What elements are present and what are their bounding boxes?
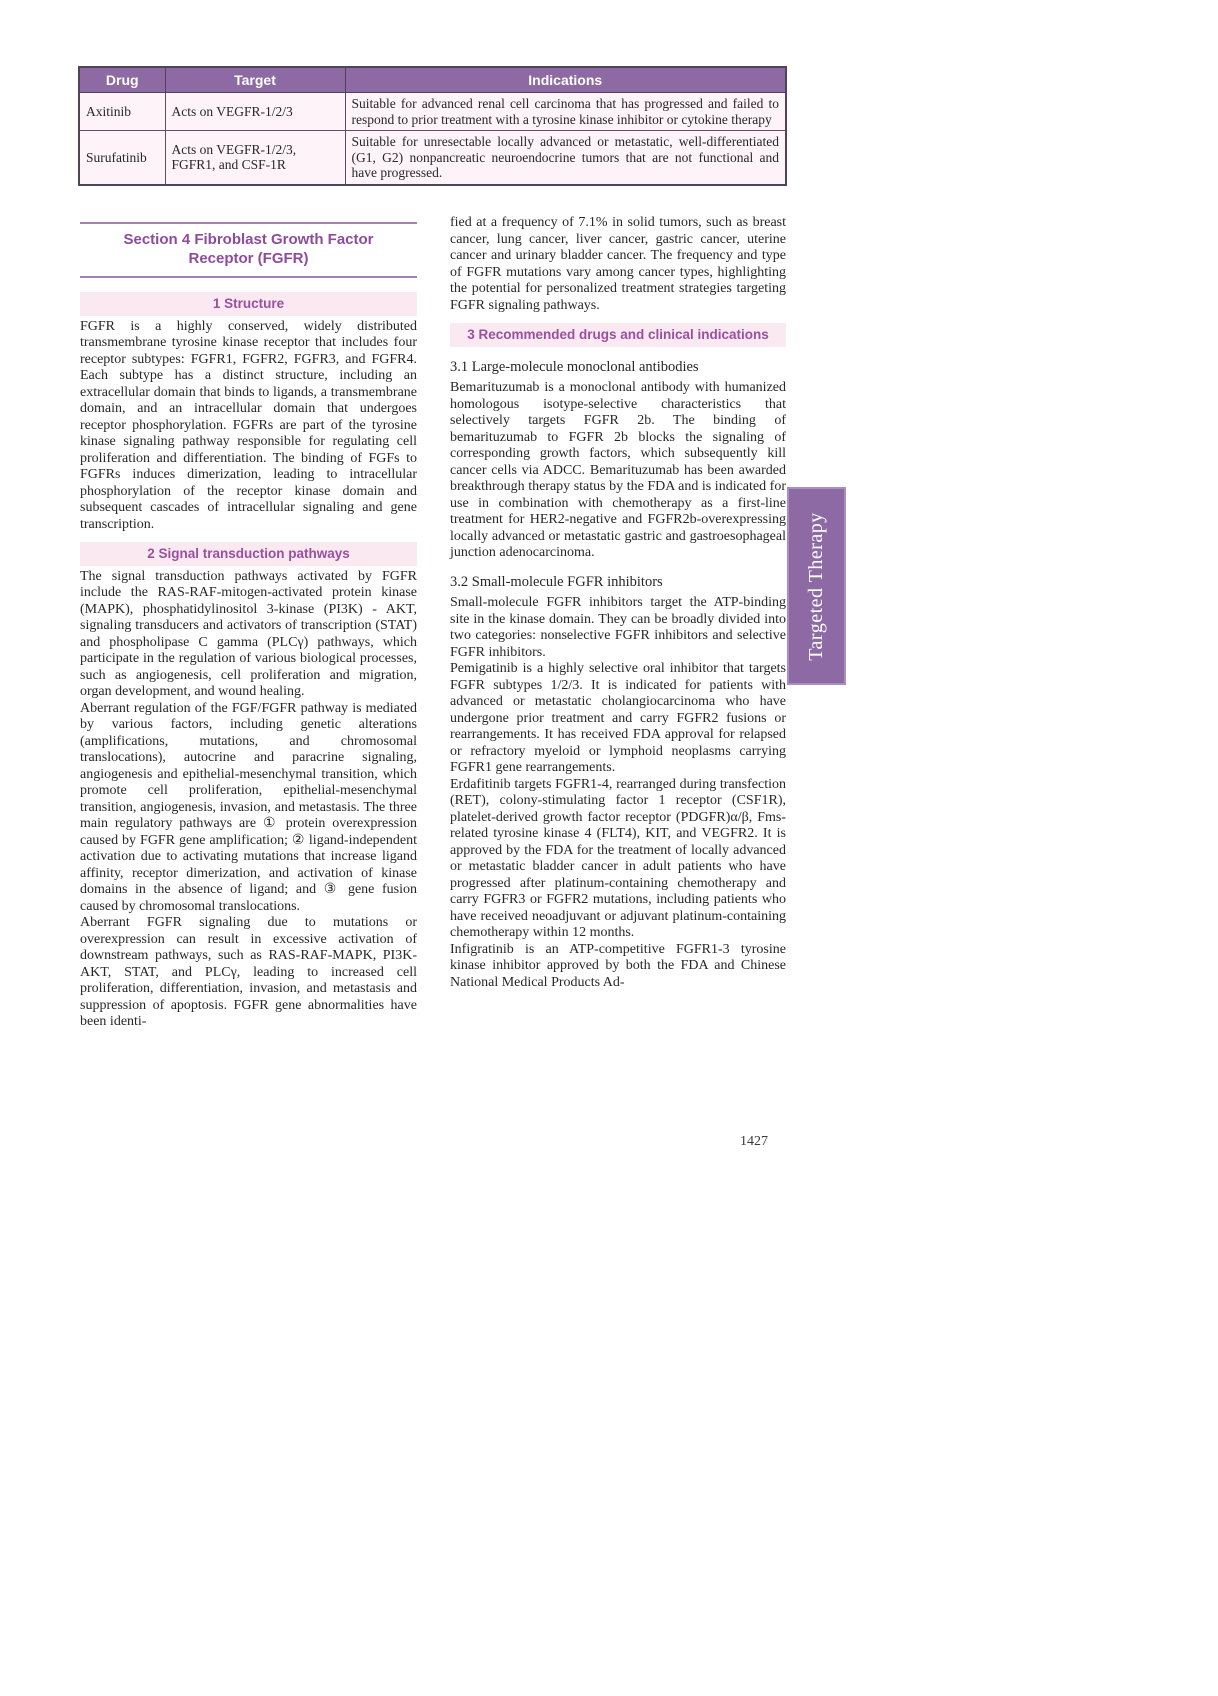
paragraph-aberrant-signaling: Aberrant FGFR signaling due to mutations or overexpression can result in excessive activation of downstream pathways, such as RAS-RAF-MAPK, PI3K-AKT, STAT, and PLCγ, leading to increased cell proliferation, differentiation, invasion, and metastasis and suppression of apoptosis. FGFR gene abnormalities have been identi- <box>80 915 417 1029</box>
targeted-therapy-tab-label: Targeted Therapy <box>805 511 828 661</box>
paragraph-signal-pathways: The signal transduction pathways activated by FGFR include the RAS-RAF-mitogen-activated protein kinase (MAPK), phosphatidylinositol 3-kinase (PI3K) - AKT, signaling transducers and activators of transcription (STAT) and phospholipase C gamma (PLCγ) pathways, which participate in the regulation of various biological processes, such as angiogenesis, cell proliferation and migration, organ development, and wound healing. <box>80 568 417 699</box>
paragraph-continued: fied at a frequency of 7.1% in solid tumors, such as breast cancer, lung cancer, liver cancer, gastric cancer, uterine cancer and urinary bladder cancer. The frequency and type of FGFR mutations vary among cancer types, highlighting the potential for personalized treatment strategies targeting FGFR signaling pathways. <box>450 215 786 313</box>
page-number: 1427 <box>740 1134 768 1149</box>
heading-recommended-drugs: 3 Recommended drugs and clinical indications <box>450 323 786 347</box>
right-column <box>450 215 786 991</box>
drug-cell: Axitinib <box>79 93 165 131</box>
drug-cell: Surufatinib <box>79 131 165 185</box>
section-header-rule-box <box>80 222 417 278</box>
paragraph-infigratinib: Infigratinib is an ATP-competitive FGFR1-3 tyrosine kinase inhibitor approved by both the FDA and Chinese National Medical Products Ad- <box>450 941 786 990</box>
column-header-target: Target <box>165 67 345 93</box>
paragraph-structure: FGFR is a highly conserved, widely distributed transmembrane tyrosine kinase receptor that includes four receptor subtypes: FGFR1, FGFR2, FGFR3, and FGFR4. Each subtype has a distinct structure, including an extracellular domain that binds to ligands, a transmembrane domain, and an intracellular domain that undergoes receptor phosphorylation. FGFRs are part of the tyrosine kinase signaling pathway responsible for regulating cell proliferation and differentiation. The binding of FGFs to FGFRs induces dimerization, leading to intracellular phosphorylation of the receptor kinase domain and subsequent cascades of intracellular signaling and gene transcription. <box>80 318 417 532</box>
left-column <box>80 222 417 1031</box>
paragraph-small-molecule: Small-molecule FGFR inhibitors target the ATP-binding site in the kinase domain. They can be broadly divided into two categories: nonselective FGFR inhibitors and selective FGFR inhibitors. <box>450 595 786 660</box>
paragraph-erdafitinib: Erdafitinib targets FGFR1-4, rearranged during transfection (RET), colony-stimulating factor 1 receptor (CSF1R), platelet-derived growth factor receptor (PDGFR)α/β, Fms-related tyrosine kinase 4 (FLT4), KIT, and VEGFR2. It is approved by the FDA for the treatment of locally advanced or metastatic bladder cancer in adult patients who have progressed after platinum-containing chemotherapy and carry FGFR3 or FGFR2 mutations, including patients who have received neoadjuvant or adjuvant platinum-containing chemotherapy within 12 months. <box>450 776 786 940</box>
indications-cell: Suitable for advanced renal cell carcinoma that has progressed and failed to respond to prior treatment with a tyrosine kinase inhibitor or cytokine therapy <box>345 93 786 131</box>
paragraph-bemarituzumab: Bemarituzumab is a monoclonal antibody with humanized homologous isotype-selective characteristics that selectively targets FGFR 2b. The binding of bemarituzumab to FGFR 2b blocks the signaling of corresponding growth factors, which subsequently kill cancer cells via ADCC. Bemarituzumab has been awarded breakthrough therapy status by the FDA and is indicated for use in combination with chemotherapy as a first-line treatment for HER2-negative and FGFR2b-overexpressing locally advanced or metastatic gastric and gastroesophageal junction adenocarcinoma. <box>450 380 786 560</box>
paragraph-aberrant-regulation: Aberrant regulation of the FGF/FGFR pathway is mediated by various factors, including genetic alterations (amplifications, mutations, and chromosomal translocations), autocrine and paracrine signaling, angiogenesis and epithelial-mesenchymal transition, which promote cell proliferation, epithelial-mesenchymal transition, angiogenesis, invasion, and metastasis. The three main regulatory pathways are ① protein overexpression caused by FGFR gene amplification; ② ligand-independent activation due to activating mutations that increase ligand affinity, receptor dimerization, and activation of kinase domains in the absence of ligand; and ③ gene fusion caused by chromosomal translocations. <box>80 700 417 914</box>
subheading-large-molecule: 3.1 Large-molecule monoclonal antibodies <box>450 358 699 375</box>
column-header-indications: Indications <box>345 67 786 93</box>
column-header-drug: Drug <box>79 67 165 93</box>
targeted-therapy-tab <box>787 487 846 685</box>
section-title: Section 4 Fibroblast Growth Factor Receptor (FGFR) <box>123 231 374 267</box>
heading-signal-pathways: 2 Signal transduction pathways <box>80 542 417 566</box>
target-cell: Acts on VEGFR-1/2/3 <box>165 93 345 131</box>
subheading-small-molecule: 3.2 Small-molecule FGFR inhibitors <box>450 573 663 590</box>
indications-cell: Suitable for unresectable locally advanced or metastatic, well-differentiated (G1, G2) nonpancreatic neuroendocrine tumors that are not functional and have progressed. <box>345 131 786 185</box>
target-cell: Acts on VEGFR-1/2/3, FGFR1, and CSF-1R <box>165 131 345 185</box>
drug-target-table <box>78 66 787 186</box>
table-row-surufatinib <box>79 131 786 185</box>
paragraph-pemigatinib: Pemigatinib is a highly selective oral inhibitor that targets FGFR subtypes 1/2/3. It is indicated for patients with advanced or metastatic cholangiocarcinoma who have undergone prior treatment and carry FGFR2 fusions or rearrangements. It has received FDA approval for relapsed or refractory myeloid or lymphoid neoplasms carrying FGFR1 gene rearrangements. <box>450 661 786 775</box>
table-header-row <box>79 67 786 93</box>
heading-structure: 1 Structure <box>80 292 417 316</box>
table-row-axitinib <box>79 93 786 131</box>
